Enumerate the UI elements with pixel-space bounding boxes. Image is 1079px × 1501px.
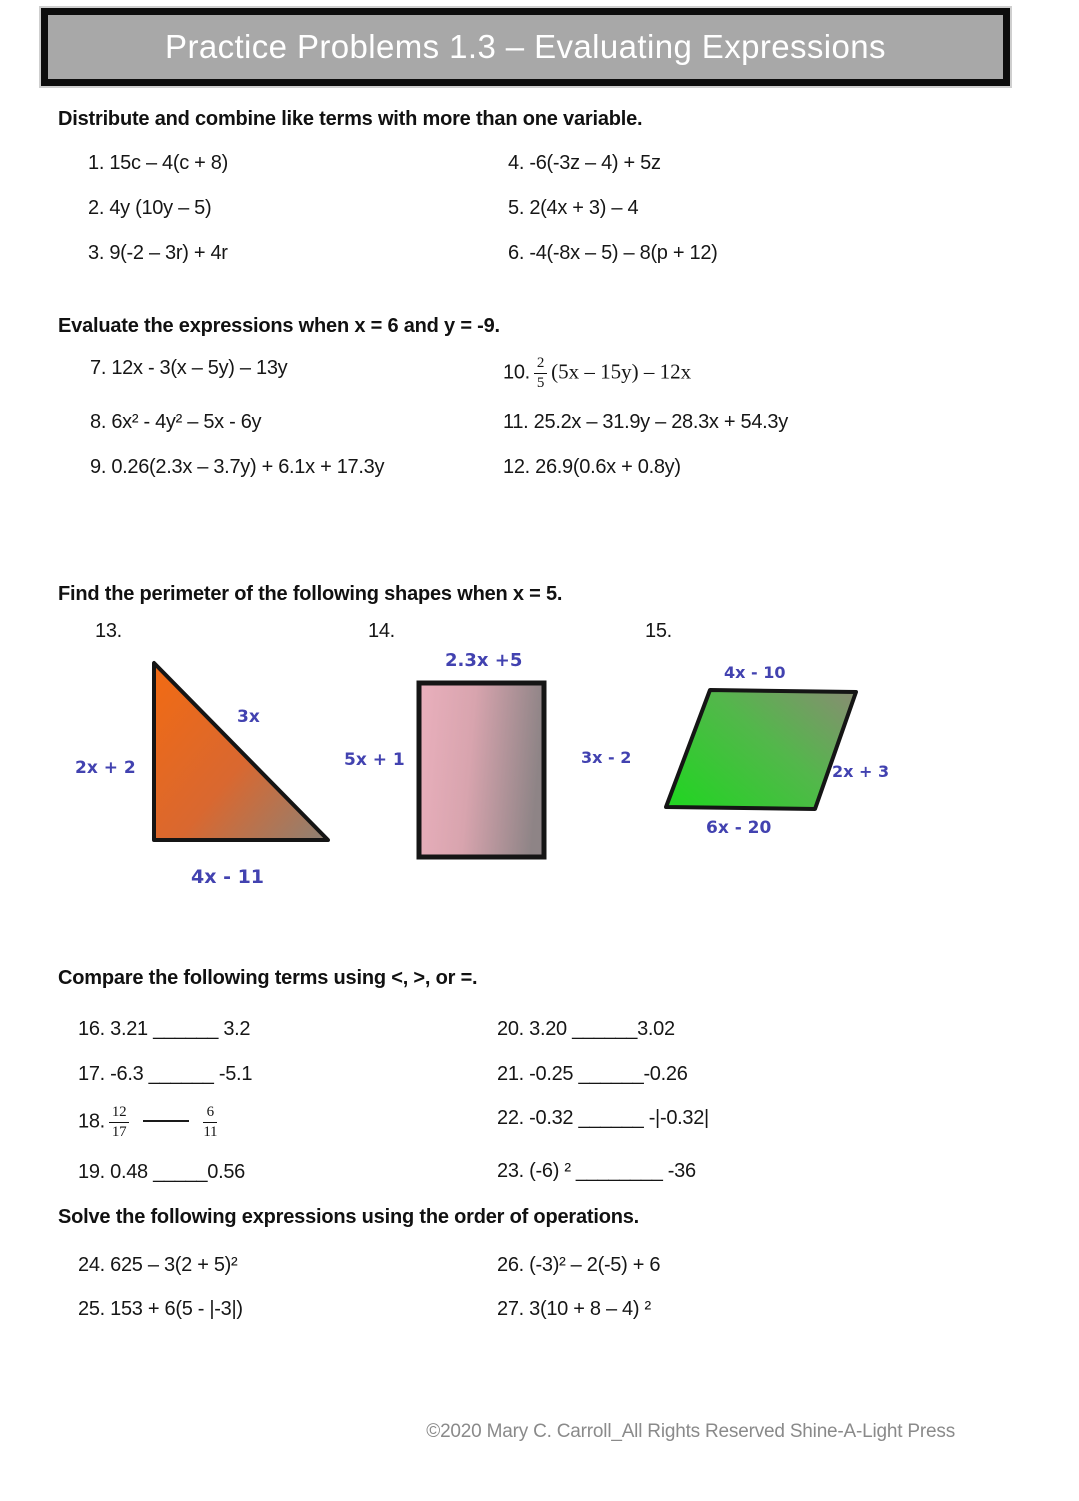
problem-6: 6. -4(-8x – 5) – 8(p + 12) (508, 242, 718, 264)
problem-10-expression: (5x – 15y) – 12x (551, 359, 692, 384)
problem-5: 5. 2(4x + 3) – 4 (508, 197, 639, 219)
problem-10-number: 10. (503, 361, 530, 384)
problem-25: 25. 153 + 6(5 - |-3|) (78, 1298, 243, 1320)
problem-3: 3. 9(-2 – 3r) + 4r (88, 242, 228, 264)
section-heading-distribute: Distribute and combine like terms with more than one variable. (58, 108, 643, 130)
problem-16: 16. 3.21 ______ 3.2 (78, 1018, 251, 1040)
parallelogram-right-label: 2x + 3 (832, 762, 890, 781)
problem-20: 20. 3.20 ______3.02 (497, 1018, 675, 1040)
problem-24: 24. 625 – 3(2 + 5)² (78, 1254, 238, 1276)
problem-19: 19. 0.48 _____0.56 (78, 1161, 245, 1183)
triangle-base-label: 4x - 11 (191, 866, 265, 888)
problem-8: 8. 6x² - 4y² – 5x - 6y (90, 411, 262, 433)
triangle-shape (140, 650, 340, 850)
parallelogram-shape (652, 680, 867, 820)
section-heading-compare: Compare the following terms using <, >, or =. (58, 967, 478, 989)
fraction-6-11: $\frac{6}{11}$ (203, 1104, 218, 1140)
problem-2: 2. 4y (10y – 5) (88, 197, 212, 219)
problem-18 (78, 1104, 221, 1140)
problem-10 (503, 355, 691, 391)
page-title: Practice Problems 1.3 – Evaluating Expressions (165, 28, 886, 65)
fraction-two-fifths: $\frac{2}{5}$ (534, 355, 547, 391)
section-heading-perimeter: Find the perimeter of the following shapes when x = 5. (58, 583, 563, 605)
fraction-12-17: $\frac{12}{17}$ (109, 1104, 129, 1140)
problem-21: 21. -0.25 ______-0.26 (497, 1063, 688, 1085)
answer-blank (143, 1120, 189, 1123)
copyright-text: ©2020 Mary C. Carroll_All Rights Reserved Shine-A-Light Press (426, 1421, 955, 1442)
problem-18-number: 18. (78, 1110, 105, 1133)
section-heading-solve: Solve the following expressions using the order of operations. (58, 1206, 640, 1228)
problem-12: 12. 26.9(0.6x + 0.8y) (503, 456, 681, 478)
problem-11: 11. 25.2x – 31.9y – 28.3x + 54.3y (503, 411, 788, 433)
shape-13-number: 13. (95, 620, 122, 642)
problem-17: 17. -6.3 ______ -5.1 (78, 1063, 253, 1085)
problem-26: 26. (-3)² – 2(-5) + 6 (497, 1254, 661, 1276)
parallelogram-base-label: 6x - 20 (706, 818, 772, 838)
problem-7: 7. 12x - 3(x – 5y) – 13y (90, 357, 288, 379)
title-banner (41, 8, 1010, 86)
rectangle-top-label: 2.3x +5 (445, 650, 523, 671)
problem-1: 1. 15c – 4(c + 8) (88, 152, 228, 174)
problem-22: 22. -0.32 ______ -|-0.32| (497, 1107, 709, 1129)
problem-4: 4. -6(-3z – 4) + 5z (508, 152, 661, 174)
triangle-left-label: 2x + 2 (75, 758, 136, 778)
problem-23: 23. (-6) ² ________ -36 (497, 1160, 696, 1182)
problem-9: 9. 0.26(2.3x – 3.7y) + 6.1x + 17.3y (90, 456, 385, 478)
problem-27: 27. 3(10 + 8 – 4) ² (497, 1298, 651, 1320)
shape-15-number: 15. (645, 620, 672, 642)
section-heading-evaluate: Evaluate the expressions when x = 6 and y = -9. (58, 315, 500, 337)
rectangle-left-label: 5x + 1 (344, 750, 405, 770)
parallelogram-left-label: 3x - 2 (581, 748, 632, 767)
rectangle-shape (415, 679, 549, 863)
parallelogram-top-label: 4x - 10 (724, 663, 786, 682)
shape-14-number: 14. (368, 620, 395, 642)
triangle-hyp-label: 3x (237, 707, 260, 727)
